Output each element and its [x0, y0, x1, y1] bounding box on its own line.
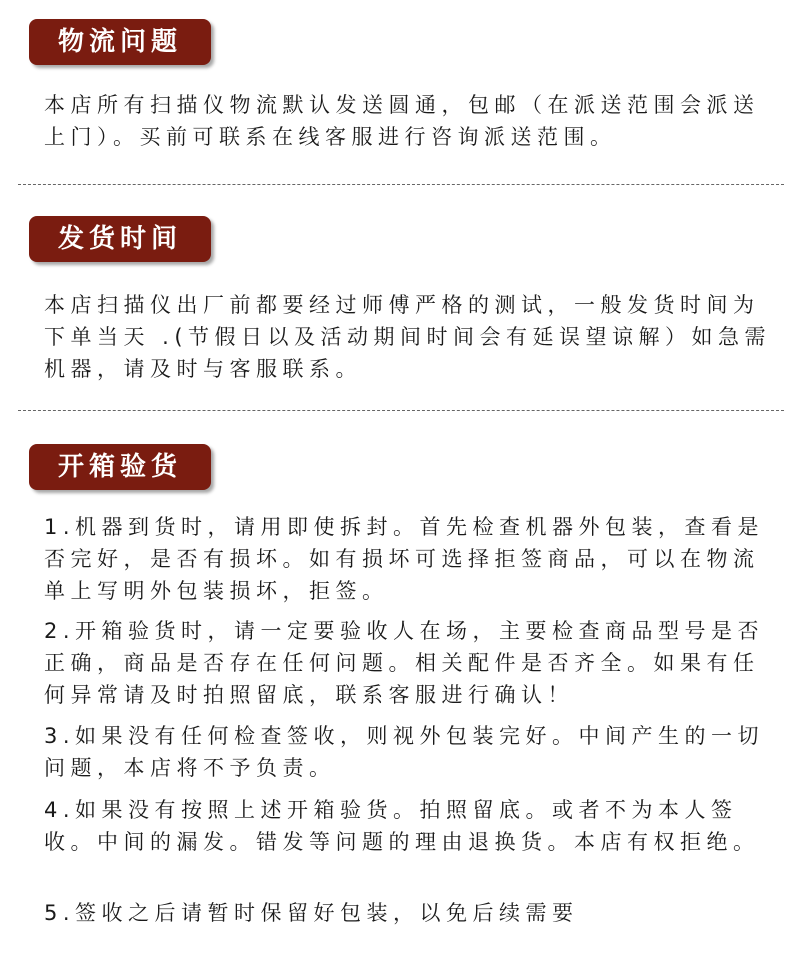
unboxing-item-3: 3.如果没有任何检查签收，则视外包装完好。中间产生的一切问题，本店将不予负责。: [44, 724, 765, 780]
section-title-logistics: 物流问题: [29, 19, 211, 65]
logistics-text: 本店所有扫描仪物流默认发送圆通，包邮（在派送范围会派送上门）。买前可联系在线客服进行咨询派送范围。: [44, 93, 760, 149]
divider: [18, 184, 784, 185]
unboxing-item-1: 1.机器到货时，请用即使拆封。首先检查机器外包装，查看是否完好，是否有损坏。如有损坏可选择拒签商品，可以在物流单上写明外包装损坏，拒签。: [44, 515, 765, 603]
section-title-shipping-time: 发货时间: [29, 216, 211, 262]
section-title-unboxing: 开箱验货: [29, 444, 211, 490]
unboxing-item-4: 4.如果没有按照上述开箱验货。拍照留底。或者不为本人签收。中间的漏发。错发等问题的理由退换货。本店有权拒绝。: [44, 798, 760, 854]
shipping-time-text: 本店扫描仪出厂前都要经过师傅严格的测试，一般发货时间为下单当天 .(节假日以及活动期间时间会有延误望谅解）如急需机器，请及时与客服联系。: [44, 293, 772, 381]
divider: [18, 410, 784, 411]
unboxing-item-5: 5.签收之后请暂时保留好包装，以免后续需要: [44, 901, 579, 925]
unboxing-item-2: 2.开箱验货时，请一定要验收人在场，主要检查商品型号是否正确，商品是否存在任何问题。相关配件是否齐全。如果有任何异常请及时拍照留底，联系客服进行确认！: [44, 619, 765, 707]
